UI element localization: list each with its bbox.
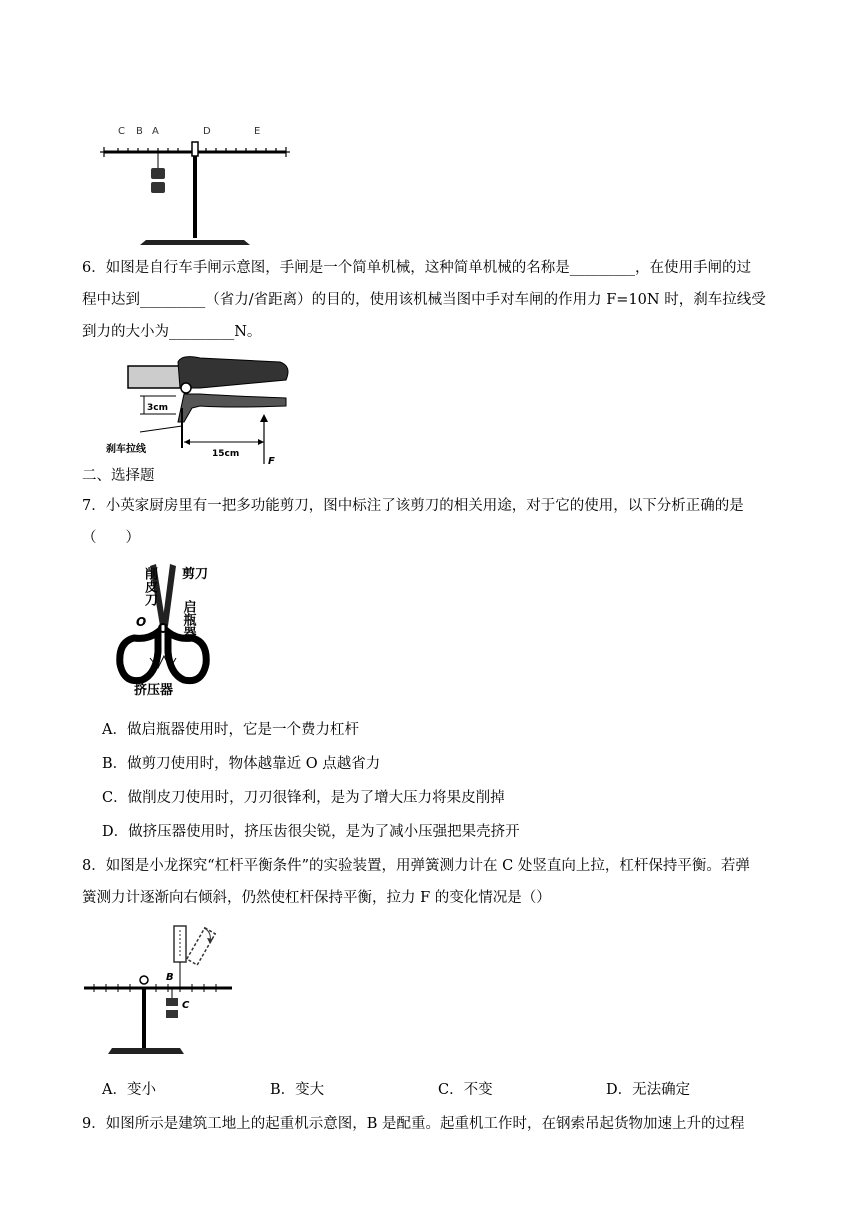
q8-line-1: 8．如图是小龙探究“杠杆平衡条件”的实验装置，用弹簧测力计在 C 处竖直向上拉，杠杆保持平衡。若弹 xyxy=(82,858,750,874)
dim-3cm: 3cm xyxy=(147,403,168,413)
q7-option-d[interactable]: D．做挤压器使用时，挤压齿很尖锐，是为了减小压强把果壳挤开 xyxy=(102,824,520,840)
force-label-f: F xyxy=(268,456,275,467)
label-scissors: 剪刀 xyxy=(182,567,209,582)
q6-line-3: 到力的大小为_________N。 xyxy=(82,324,262,340)
q8-option-d[interactable]: D．无法确定 xyxy=(606,1082,691,1098)
lever-figure-top xyxy=(96,118,296,248)
brake-cable-label: 刹车拉线 xyxy=(106,444,146,455)
q7-option-c[interactable]: C．做削皮刀使用时，刀刃很锋利，是为了增大压力将果皮削掉 xyxy=(102,790,505,806)
q7-option-b[interactable]: B．做剪刀使用时，物体越靠近 O 点越省力 xyxy=(102,756,381,772)
q7-option-a[interactable]: A．做启瓶器使用时，它是一个费力杠杆 xyxy=(102,722,359,738)
label-d: D xyxy=(203,126,211,137)
q7-line-2: （ ） xyxy=(82,530,140,546)
q7-line-1: 7．小英家厨房里有一把多功能剪刀，图中标注了该剪刀的相关用途，对于它的使用，以下分析正确的是 xyxy=(82,498,744,514)
q8-option-a[interactable]: A．变小 xyxy=(102,1082,156,1098)
label-b: B xyxy=(166,972,174,983)
label-c: C xyxy=(182,1000,190,1011)
label-c: C xyxy=(118,126,125,137)
scissors-figure xyxy=(112,560,224,698)
lever-spring-figure xyxy=(80,918,240,1060)
q6-line-2: 程中达到_________（省力/省距离）的目的，使用该机械当图中手对车闸的作用力 F=10N 时，刹车拉线受 xyxy=(82,292,766,308)
label-bottle-opener: 启瓶器 xyxy=(180,600,196,639)
label-peeler-text: 削皮刀 xyxy=(118,567,157,582)
q9-line-1: 9．如图所示是建筑工地上的起重机示意图，B 是配重。起重机工作时，在钢索吊起货物加速上升的过程 xyxy=(82,1116,745,1132)
label-pivot-o: O xyxy=(136,615,147,629)
label-a: A xyxy=(152,126,159,137)
q8-option-b[interactable]: B．变大 xyxy=(270,1082,325,1098)
q8-option-c[interactable]: C．不变 xyxy=(438,1082,493,1098)
section-2-title: 二、选择题 xyxy=(82,468,155,484)
label-squeezer: 挤压器 xyxy=(134,683,174,698)
label-e: E xyxy=(254,126,261,137)
q8-line-2: 簧测力计逐渐向右倾斜，仍然使杠杆保持平衡，拉力 F 的变化情况是（） xyxy=(82,890,551,906)
label-peeler xyxy=(118,566,158,607)
q6-line-1: 6．如图是自行车手闸示意图，手闸是一个简单机械，这种简单机械的名称是_________，在使用手闸的过 xyxy=(82,260,751,276)
label-b: B xyxy=(136,126,143,137)
dim-15cm: 15cm xyxy=(212,449,240,459)
bicycle-brake-figure xyxy=(100,352,300,468)
